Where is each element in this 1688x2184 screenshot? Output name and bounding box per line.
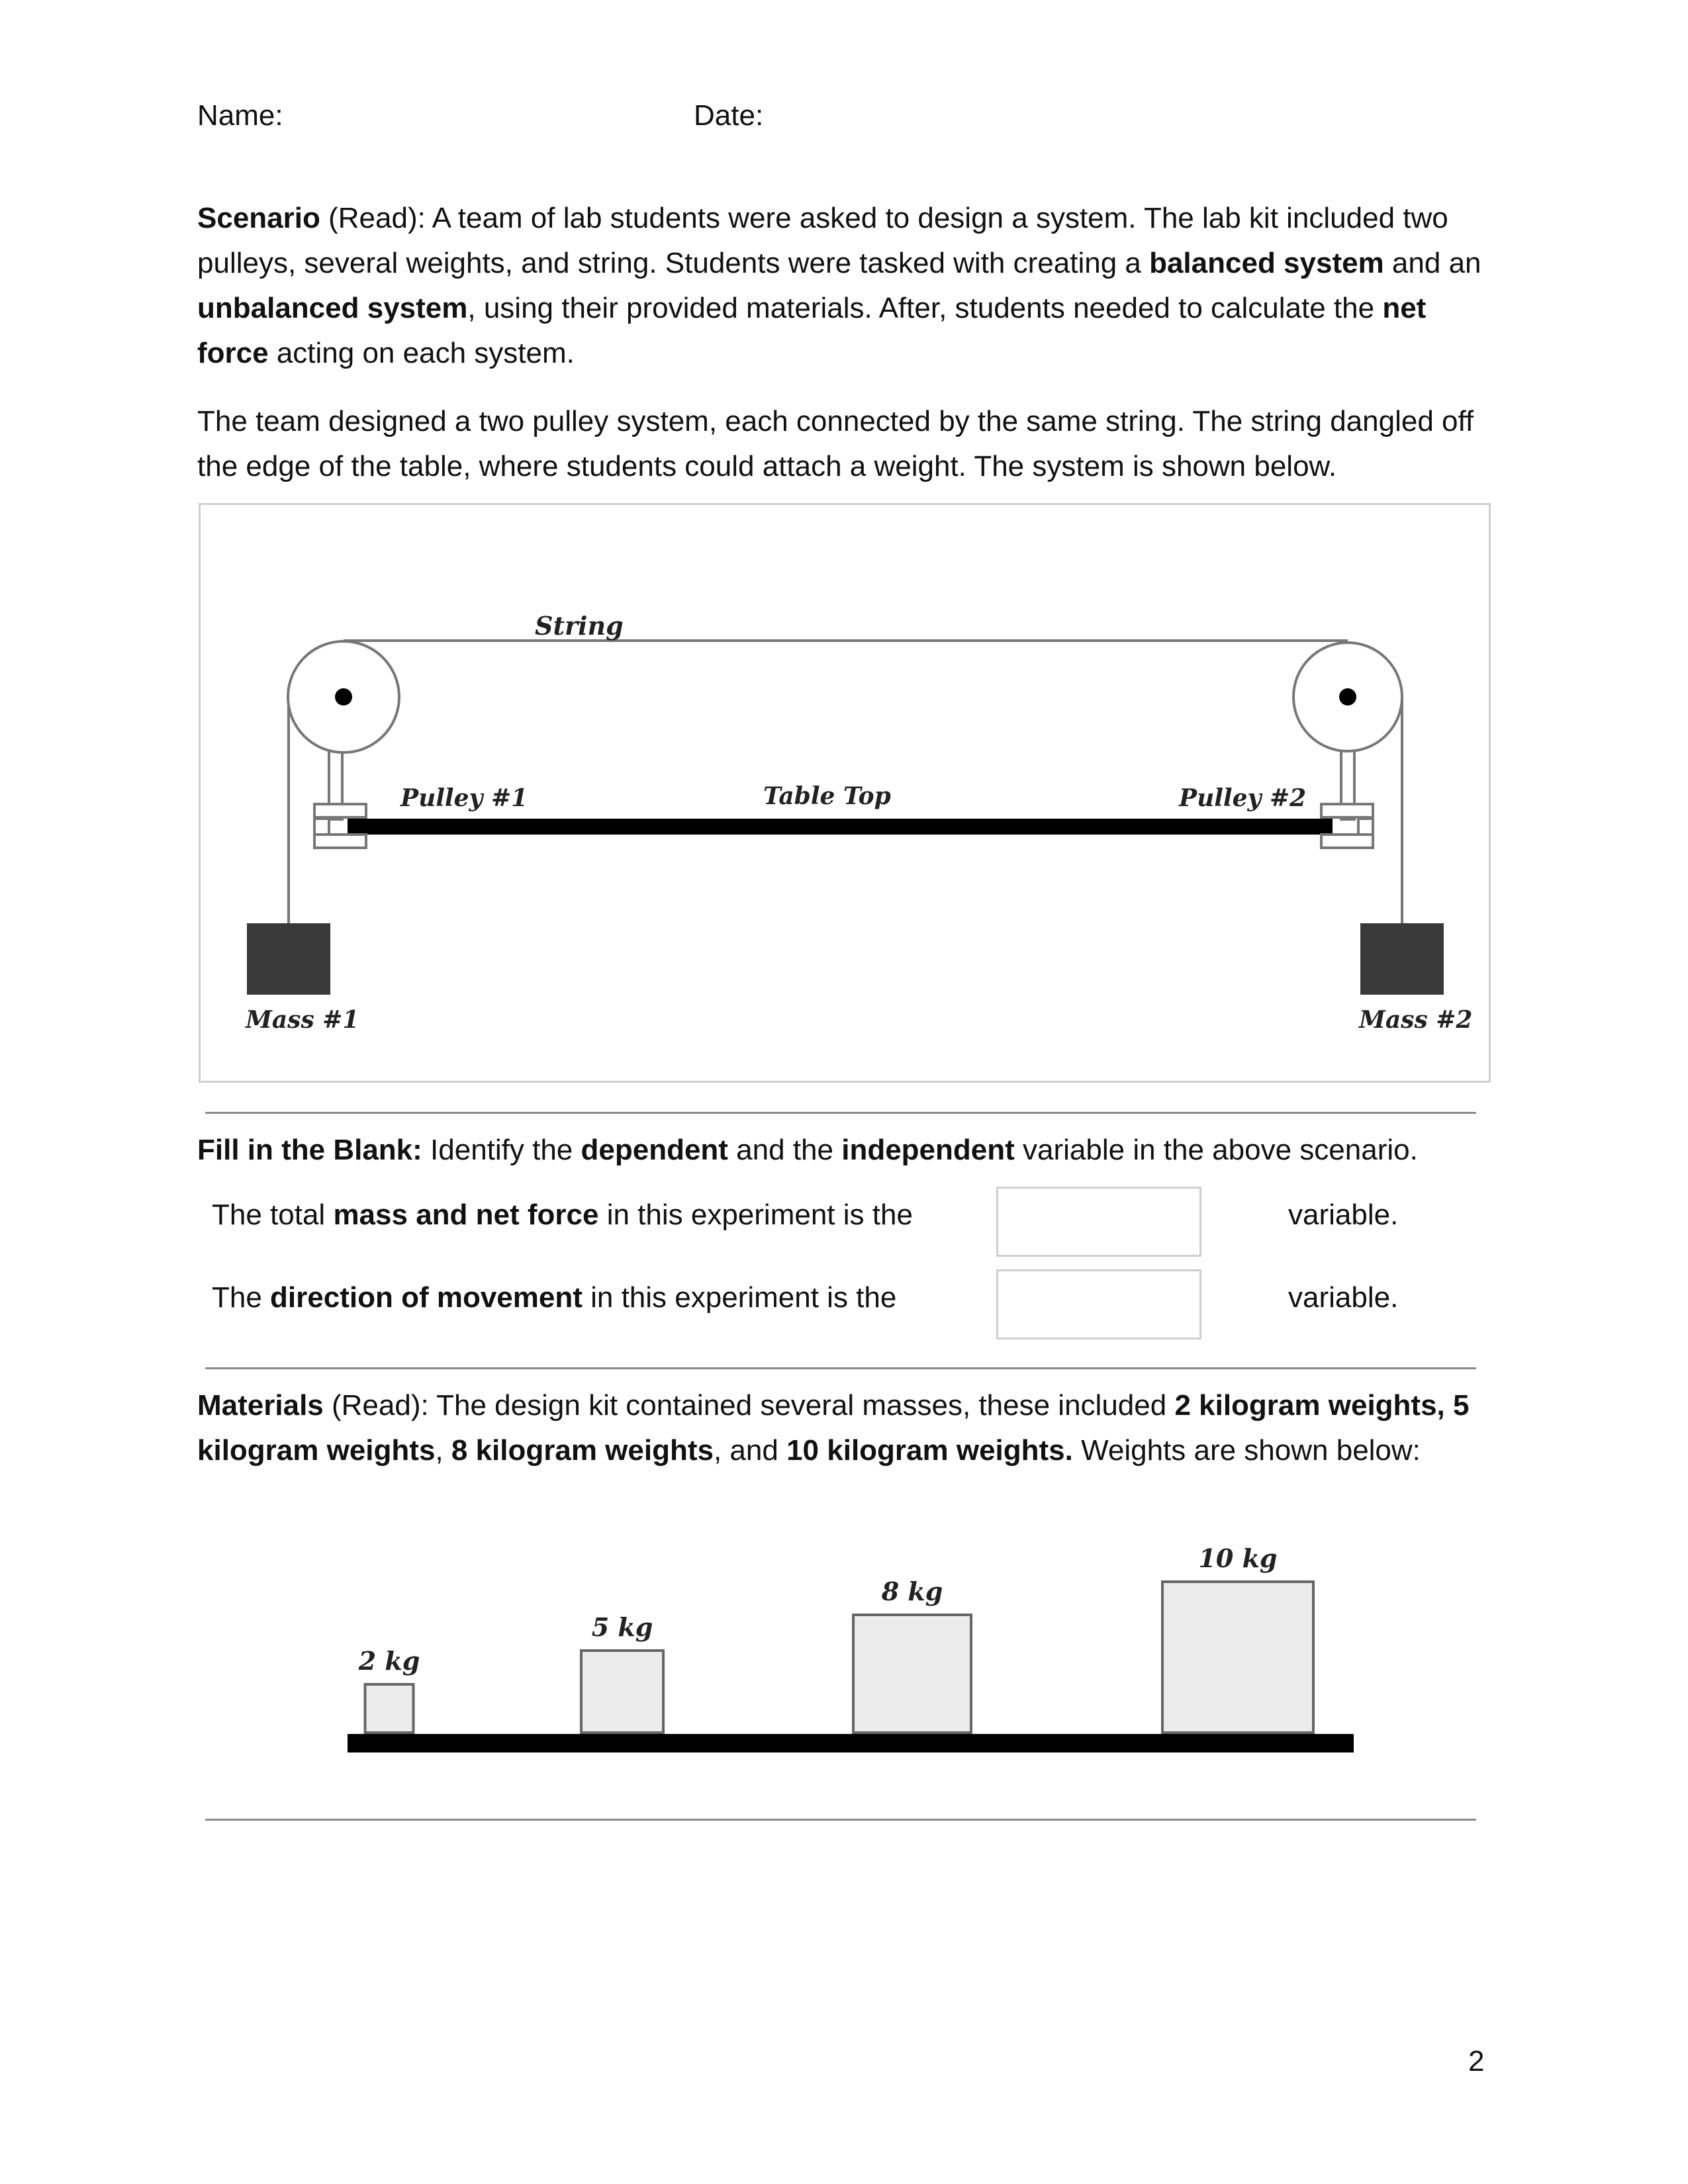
pulley-diagram-svg [201, 505, 1489, 1081]
mass1-block [247, 923, 330, 995]
scenario-paragraph [197, 196, 1501, 376]
pulley2-clamp-top [1321, 804, 1373, 817]
pulley2-label: Pulley #2 [1179, 784, 1307, 812]
scenario-system-paragraph: The team designed a two pulley system, each connected by the same string. The string dangled off the edge of the table, where students could attach a weight. The system is shown below. [197, 405, 1474, 482]
fill-blank-intro [197, 1128, 1501, 1173]
name-label: Name: [197, 99, 283, 132]
text-run: and an [1383, 247, 1481, 279]
text-run: variable in the above scenario. [1014, 1134, 1418, 1166]
pulley2-clamp-bottom [1321, 835, 1373, 848]
pulley1-clamp-mid [314, 819, 329, 835]
text-run: Scenario [197, 202, 320, 234]
text-run: independent [841, 1134, 1015, 1166]
text-run: , and [713, 1434, 787, 1467]
text-run: net force [197, 292, 1427, 369]
text-run: The [212, 1281, 271, 1314]
text-run: , [435, 1434, 451, 1467]
pulley1-axle [335, 688, 352, 705]
table-top [348, 819, 1333, 835]
text-run: 8 kilogram weights [451, 1434, 714, 1467]
weight-label-2kg: 2 kg [358, 1646, 420, 1676]
text-run: Identify the [422, 1134, 581, 1166]
text-run: Weights are shown below: [1072, 1434, 1421, 1467]
weight-label-10kg: 10 kg [1198, 1543, 1278, 1573]
text-run: (Read): The design kit contained several masses, these included [323, 1389, 1175, 1422]
pulley1-clamp-bottom [314, 835, 366, 848]
weights-diagram [331, 1476, 1377, 1767]
string-label: String [535, 611, 624, 641]
text-run: Fill in the Blank: [197, 1134, 422, 1166]
text-run: unbalanced system [197, 292, 468, 324]
text-run: The total [212, 1199, 334, 1231]
text-run: in this experiment is the [582, 1281, 897, 1314]
weight-block-8kg [853, 1615, 971, 1733]
weight-block-5kg [581, 1651, 663, 1733]
text-run: dependent [581, 1134, 728, 1166]
mass1-label: Mass #1 [246, 1006, 359, 1034]
weights-base-bar [348, 1734, 1354, 1752]
fill-blank-row2-suffix: variable. [1288, 1281, 1399, 1314]
pulley2-clamp-mid [1358, 819, 1373, 835]
text-run: (Read): A team of lab students were asked to design a system. The lab kit included two pulleys, several weights, and string. Students were tasked with creating a [197, 202, 1448, 279]
divider-1 [205, 1112, 1476, 1114]
weight-label-8kg: 8 kg [881, 1576, 943, 1606]
mass2-block [1360, 923, 1444, 995]
fill-blank-row2-text [212, 1281, 896, 1314]
text-run: 2 kilogram weights, 5 kilogram weights [197, 1389, 1470, 1467]
text-run: acting on each system. [268, 337, 575, 369]
text-run: 10 kilogram weights. [786, 1434, 1073, 1467]
text-run: direction of movement [270, 1281, 583, 1314]
text-run: Materials [197, 1389, 324, 1422]
independent-variable-input[interactable] [996, 1269, 1201, 1340]
text-run: balanced system [1149, 247, 1384, 279]
pulley2-axle [1339, 688, 1356, 705]
divider-2 [205, 1367, 1476, 1369]
materials-paragraph [197, 1383, 1501, 1473]
weight-label-5kg: 5 kg [591, 1612, 653, 1642]
text-run: and the [727, 1134, 842, 1166]
text-run: in this experiment is the [598, 1199, 913, 1231]
weight-block-10kg [1162, 1582, 1313, 1733]
fill-blank-row1-suffix: variable. [1288, 1199, 1399, 1231]
page-number: 2 [1468, 2045, 1485, 2077]
date-label: Date: [694, 99, 764, 132]
pulley-diagram [199, 503, 1491, 1083]
dependent-variable-input[interactable] [996, 1187, 1201, 1257]
pulley1-label: Pulley #1 [400, 784, 528, 812]
divider-3 [205, 1819, 1476, 1821]
table-top-label: Table Top [763, 782, 891, 810]
text-run: , using their provided materials. After, students needed to calculate the [467, 292, 1383, 324]
fill-blank-row1-text [212, 1199, 913, 1232]
pulley1-clamp-top [314, 804, 366, 817]
weight-block-2kg [365, 1684, 414, 1733]
text-run: mass and net force [333, 1199, 599, 1231]
mass2-label: Mass #2 [1359, 1006, 1473, 1034]
